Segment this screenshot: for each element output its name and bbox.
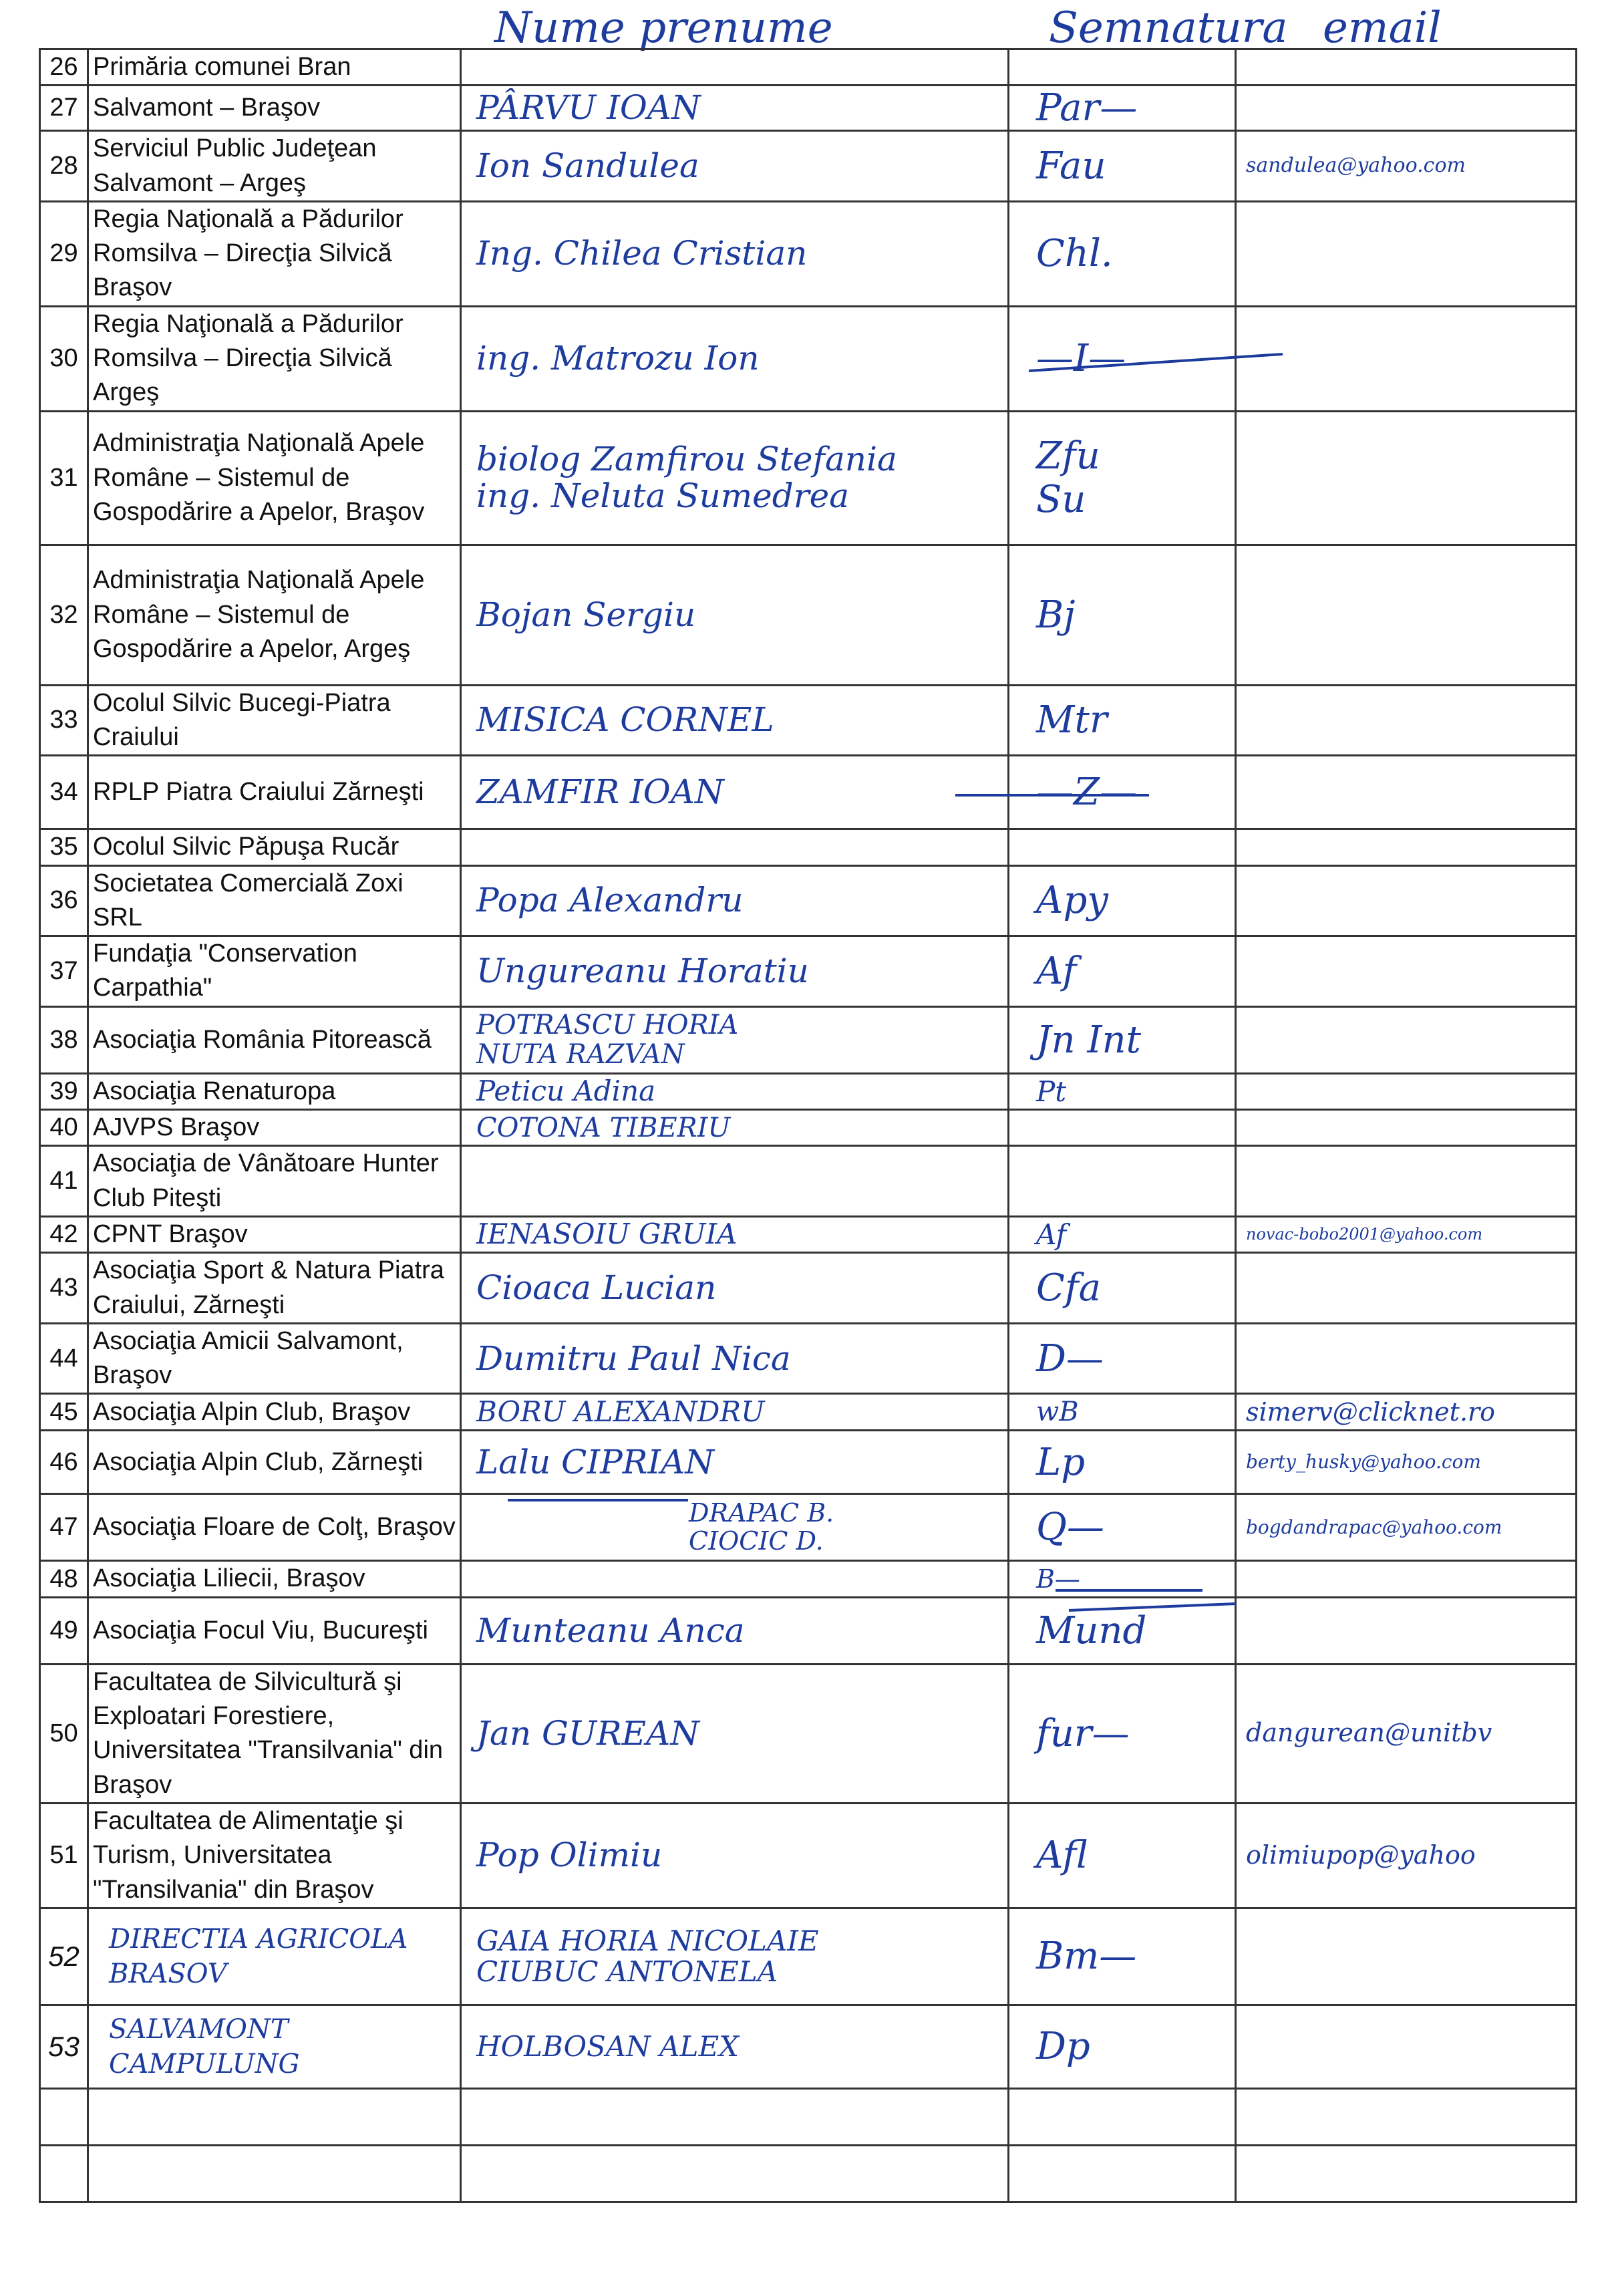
signature-cell: Cfa — [1009, 1253, 1236, 1324]
row-number: 49 — [40, 1597, 88, 1664]
row-number: 36 — [40, 865, 88, 936]
row-number: 33 — [40, 685, 88, 756]
institution-cell: SALVAMONT CAMPULUNG — [88, 2005, 461, 2088]
name-cell: Cioaca Lucian — [461, 1253, 1009, 1324]
row-number: 53 — [40, 2005, 88, 2088]
row-number: 46 — [40, 1431, 88, 1494]
name-cell: Ion Sandulea — [461, 131, 1009, 202]
email-cell: bogdandrapac@yahoo.com — [1236, 1494, 1577, 1561]
institution-cell: Asociaţia Liliecii, Braşov — [88, 1561, 461, 1597]
header-name-label: Nume prenume — [494, 3, 833, 53]
name-cell: GAIA HORIA NICOLAIE CIUBUC ANTONELA — [461, 1908, 1009, 2005]
institution-cell: Asociaţia Renaturopa — [88, 1073, 461, 1109]
row-number: 28 — [40, 131, 88, 202]
name-cell: HOLBOSAN ALEX — [461, 2005, 1009, 2088]
institution-cell: AJVPS Braşov — [88, 1110, 461, 1146]
name-cell: Jan GUREAN — [461, 1664, 1009, 1803]
institution-cell: CPNT Braşov — [88, 1216, 461, 1252]
signature-cell: Af — [1009, 936, 1236, 1007]
name-cell: Lalu CIPRIAN — [461, 1431, 1009, 1494]
header-email-label: email — [1323, 3, 1442, 53]
email-cell: dangurean@unitbv — [1236, 1664, 1577, 1803]
institution-cell: Asociaţia Focul Viu, Bucureşti — [88, 1597, 461, 1664]
row-number: 27 — [40, 86, 88, 131]
institution-cell: Societatea Comercială Zoxi SRL — [88, 865, 461, 936]
pen-stroke — [1029, 354, 1283, 371]
institution-cell: Fundaţia "Conservation Carpathia" — [88, 936, 461, 1007]
signature-cell: D— — [1009, 1323, 1236, 1394]
institution-cell: Asociaţia Alpin Club, Zărneşti — [88, 1431, 461, 1494]
row-number: 48 — [40, 1561, 88, 1597]
institution-cell: Facultatea de Alimentaţie şi Turism, Universitatea "Transilvania" din Braşov — [88, 1803, 461, 1908]
signature-cell: fur— — [1009, 1664, 1236, 1803]
email-cell: sandulea@yahoo.com — [1236, 131, 1577, 202]
name-cell: Popa Alexandru — [461, 865, 1009, 936]
institution-cell: Ocolul Silvic Bucegi-Piatra Craiului — [88, 685, 461, 756]
row-number: 34 — [40, 756, 88, 829]
institution-cell: Administraţia Naţională Apele Române – Sistemul de Gospodărire a Apelor, Braşov — [88, 411, 461, 545]
row-number: 31 — [40, 411, 88, 545]
signature-cell: Mund — [1009, 1597, 1236, 1664]
signature-cell: Afl — [1009, 1803, 1236, 1908]
institution-cell: Asociaţia Floare de Colţ, Braşov — [88, 1494, 461, 1561]
name-cell: Bojan Sergiu — [461, 545, 1009, 685]
row-number: 42 — [40, 1216, 88, 1252]
row-number: 26 — [40, 49, 88, 86]
row-number: 39 — [40, 1073, 88, 1109]
institution-cell: Serviciul Public Judeţean Salvamont – Argeş — [88, 131, 461, 202]
institution-cell: Primăria comunei Bran — [88, 49, 461, 86]
signature-cell: Par— — [1009, 86, 1236, 131]
signature-cell: Jn Int — [1009, 1006, 1236, 1073]
institution-cell: Regia Naţională a Pădurilor Romsilva – Direcţia Silvică Argeş — [88, 306, 461, 411]
institution-cell: DIRECTIA AGRICOLA BRASOV — [88, 1908, 461, 2005]
signature-cell: Zfu Su — [1009, 411, 1236, 545]
institution-cell: Facultatea de Silvicultură şi Exploatari Forestiere, Universitatea "Transilvania" din Braşov — [88, 1664, 461, 1803]
row-number: 51 — [40, 1803, 88, 1908]
row-number: 30 — [40, 306, 88, 411]
name-cell: biolog Zamfirou Stefania ing. Neluta Sumedrea — [461, 411, 1009, 545]
row-number: 52 — [40, 1908, 88, 2005]
institution-cell: RPLP Piatra Craiului Zărneşti — [88, 756, 461, 829]
signature-cell: Lp — [1009, 1431, 1236, 1494]
name-cell: BORU ALEXANDRU — [461, 1394, 1009, 1431]
signature-cell: wB — [1009, 1394, 1236, 1431]
name-cell: MISICA CORNEL — [461, 685, 1009, 756]
institution-cell: Asociaţia Sport & Natura Piatra Craiului, Zărneşti — [88, 1253, 461, 1324]
institution-cell: Administraţia Naţională Apele Române – Sistemul de Gospodărire a Apelor, Argeş — [88, 545, 461, 685]
signature-cell: Dp — [1009, 2005, 1236, 2088]
row-number: 50 — [40, 1664, 88, 1803]
row-number: 35 — [40, 829, 88, 865]
row-number: 43 — [40, 1253, 88, 1324]
name-cell: DRAPAC B. CIOCIC D. — [461, 1494, 1009, 1561]
institution-cell: Asociaţia Alpin Club, Braşov — [88, 1394, 461, 1431]
email-cell: olimiupop@yahoo — [1236, 1803, 1577, 1908]
pen-stroke — [1069, 1604, 1236, 1610]
name-cell: Dumitru Paul Nica — [461, 1323, 1009, 1394]
name-cell: Ing. Chilea Cristian — [461, 201, 1009, 306]
institution-cell: Asociaţia de Vânătoare Hunter Club Piteşti — [88, 1146, 461, 1217]
email-cell: simerv@clicknet.ro — [1236, 1394, 1577, 1431]
name-cell: IENASOIU GRUIA — [461, 1216, 1009, 1252]
signature-cell: —Z— — [1009, 756, 1236, 829]
name-cell: PÂRVU IOAN — [461, 86, 1009, 131]
name-cell: Peticu Adina — [461, 1073, 1009, 1109]
row-number: 45 — [40, 1394, 88, 1431]
row-number: 32 — [40, 545, 88, 685]
row-number: 44 — [40, 1323, 88, 1394]
signature-cell: Bj — [1009, 545, 1236, 685]
signature-cell: Mtr — [1009, 685, 1236, 756]
signature-cell: Af — [1009, 1216, 1236, 1252]
email-cell: berty_husky@yahoo.com — [1236, 1431, 1577, 1494]
signature-cell: Q— — [1009, 1494, 1236, 1561]
signature-cell: B— — [1009, 1561, 1236, 1597]
name-cell: Pop Olimiu — [461, 1803, 1009, 1908]
name-cell: COTONA TIBERIU — [461, 1110, 1009, 1146]
row-number: 38 — [40, 1006, 88, 1073]
name-cell: Ungureanu Horatiu — [461, 936, 1009, 1007]
institution-cell: Asociaţia România Pitorească — [88, 1006, 461, 1073]
signature-cell: Apy — [1009, 865, 1236, 936]
signature-cell: Pt — [1009, 1073, 1236, 1109]
row-number: 29 — [40, 201, 88, 306]
signature-cell: Fau — [1009, 131, 1236, 202]
name-cell: POTRASCU HORIA NUTA RAZVAN — [461, 1006, 1009, 1073]
row-number: 40 — [40, 1110, 88, 1146]
name-cell: ZAMFIR IOAN — [461, 756, 1009, 829]
institution-cell: Regia Naţională a Pădurilor Romsilva – Direcţia Silvică Braşov — [88, 201, 461, 306]
institution-cell: Asociaţia Amicii Salvamont, Braşov — [88, 1323, 461, 1394]
name-cell: Munteanu Anca — [461, 1597, 1009, 1664]
signature-cell: Chl. — [1009, 201, 1236, 306]
institution-cell: Ocolul Silvic Păpuşa Rucăr — [88, 829, 461, 865]
institution-cell: Salvamont – Braşov — [88, 86, 461, 131]
row-number: 41 — [40, 1146, 88, 1217]
name-cell: ing. Matrozu Ion — [461, 306, 1009, 411]
signature-cell: —I— — [1009, 306, 1236, 411]
signature-cell: Bm— — [1009, 1908, 1236, 2005]
row-number: 37 — [40, 936, 88, 1007]
header-signature-label: Semnatura — [1049, 3, 1288, 53]
email-cell: novac-bobo2001@yahoo.com — [1236, 1216, 1577, 1252]
row-number: 47 — [40, 1494, 88, 1561]
